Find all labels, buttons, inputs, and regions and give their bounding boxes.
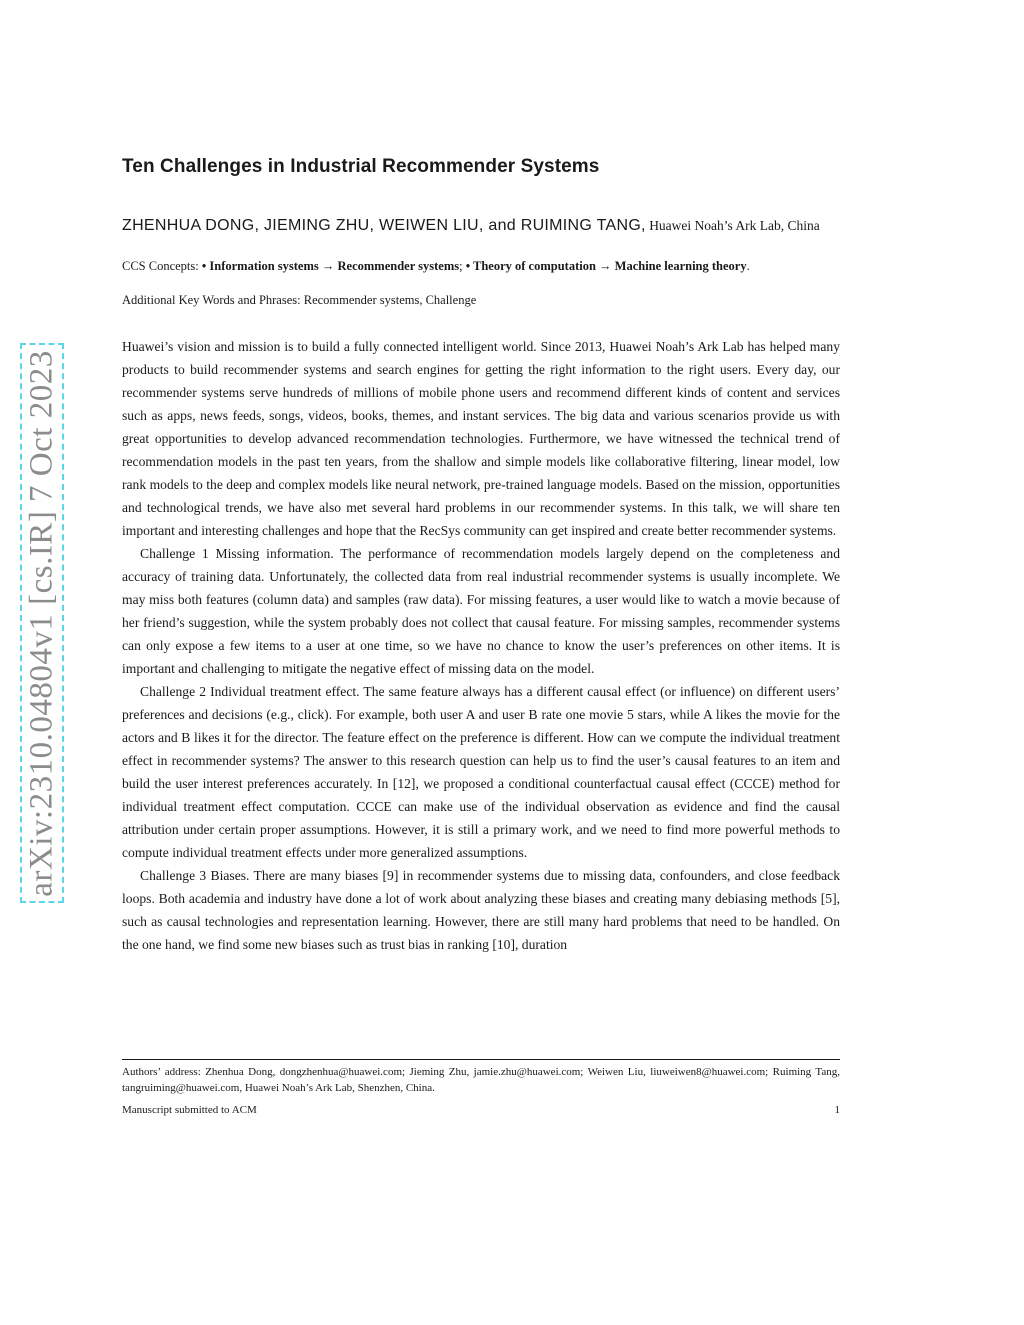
paragraph-challenge-1: Challenge 1 Missing information. The performance of recommendation models largely depend on the completeness and accuracy of training data. Unfortunately, the collected data from real industrial recommender systems is usually incomplete. We may miss both features (column data) and samples (raw data). For missing features, a user would like to watch a movie because of her friend’s suggestion, while the system probably does not collect that causal feature. For missing samples, recommender systems can only expose a few items to a user at one time, so we have no chance to know the user’s preferences on other items. It is important and challenging to mitigate the negative effect of missing data on the model.	[122, 546, 840, 676]
arxiv-identifier-stamp	[20, 343, 64, 903]
paragraph-challenge-2: Challenge 2 Individual treatment effect. The same feature always has a different causal effect (or influence) on different users’ preferences and decisions (e.g., click). For example, both user A and user B rate one movie 5 stars, while A likes the movie for the actors and B likes it for the director. The feature effect on the preference is different. How can we compute the individual treatment effect in recommender systems? The answer to this research question can help us to find the user’s causal features to an item and build the user interest preferences accurately. In [12], we proposed a conditional counterfactual causal effect (CCCE) method for individual treatment effect computation. CCCE can make use of the individual observation as evidence and find the causal attribution under certain proper assumptions. However, it is still a primary work, and we need to find more powerful methods to compute individual treatment effects under more generalized assumptions.	[122, 684, 840, 860]
ccs-concept-theory-of-computation: • Theory of computation → Machine learning theory	[465, 259, 747, 273]
author-names: ZHENHUA DONG, JIEMING ZHU, WEIWEN LIU, and RUIMING TANG,	[122, 217, 646, 234]
authors-address-footnote: Authors’ address: Zhenhua Dong, dongzhenhua@huawei.com; Jieming Zhu, jamie.zhu@huawei.com; Weiwen Liu, liuweiwen8@huawei.com; Ruiming Tang, tangruiming@huawei.com, Huawei Noah’s Ark Lab, Shenzhen, China.	[122, 1066, 840, 1094]
footnote-divider	[122, 1059, 840, 1060]
paragraph-challenge-3: Challenge 3 Biases. There are many biases [9] in recommender systems due to missing data, confounders, and close feedback loops. Both academia and industry have done a lot of work about analyzing these biases and creating many debiasing methods [5], such as causal technologies and representation learning. However, there are still many hard problems that need to be handled. On the one hand, we find some new biases such as trust bias in ranking [10], duration	[122, 868, 840, 952]
paper-title: Ten Challenges in Industrial Recommender Systems	[122, 156, 600, 177]
paper-content	[122, 150, 840, 956]
page-number: 1	[834, 1104, 840, 1116]
author-block	[122, 212, 840, 239]
keywords: Additional Key Words and Phrases: Recommender systems, Challenge	[122, 293, 477, 307]
ccs-concept-information-systems: • Information systems → Recommender systems	[201, 259, 460, 273]
ccs-end: .	[746, 259, 750, 273]
paragraph-intro: Huawei’s vision and mission is to build a fully connected intelligent world. Since 2013, Huawei Noah’s Ark Lab has helped many products to build recommender systems and search engines for getting the right information to the right users. Every day, our recommender systems serve hundreds of millions of mobile phone users and recommend different kinds of content and services such as apps, news feeds, songs, videos, books, themes, and instant services. The big data and various scenarios provide us with great opportunities to develop advanced recommendation technologies. Furthermore, we have witnessed the technical trend of recommendation models in the past ten years, from the shallow and simple models like collaborative filtering, linear model, low rank models to the deep and complex models like neural network, pre-trained language models. Based on the mission, opportunities and technological trends, we have also met several hard problems in our recommender systems. In this talk, we will share ten important and interesting challenges and hope that the RecSys community can get inspired and create better recommender systems.	[122, 339, 840, 538]
body-text	[122, 335, 840, 956]
manuscript-note: Manuscript submitted to ACM	[122, 1104, 257, 1116]
arxiv-identifier-text: arXiv:2310.04804v1 [cs.IR] 7 Oct 2023	[23, 349, 60, 897]
page-footer	[122, 1102, 840, 1118]
ccs-label: CCS Concepts:	[122, 259, 199, 273]
ccs-concepts	[122, 257, 840, 275]
author-affiliation: Huawei Noah’s Ark Lab, China	[649, 218, 820, 233]
ccs-separator: ;	[459, 259, 463, 273]
